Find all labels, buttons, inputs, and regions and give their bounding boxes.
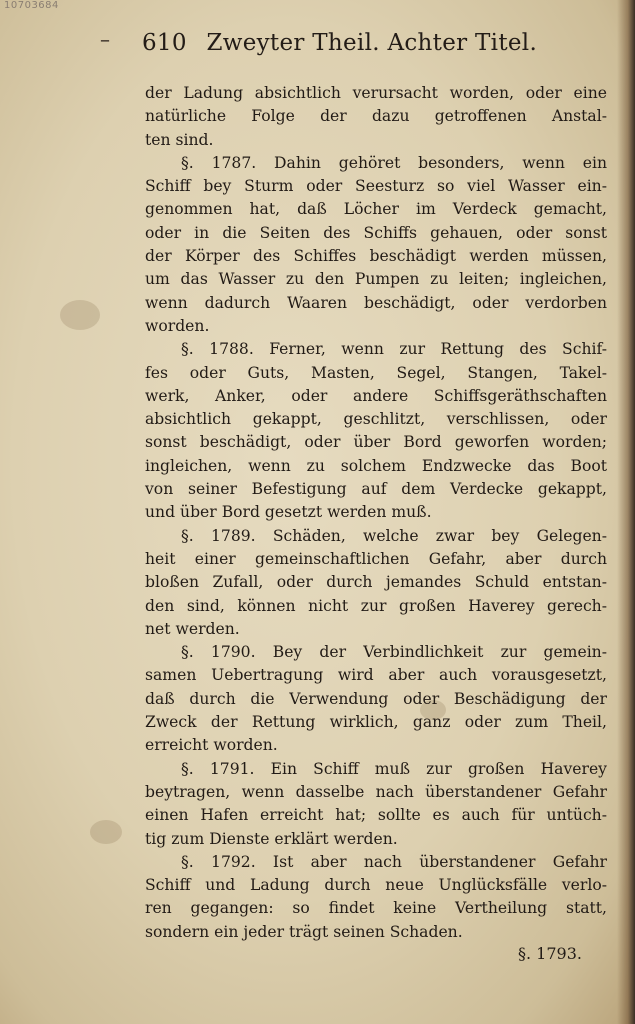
text-line: ren gegangen: so findet keine Vertheilung statt, bbox=[145, 899, 607, 918]
page-edge-shadow bbox=[617, 0, 635, 1024]
text-line: §. 1788. Ferner, wenn zur Rettung des Schif- bbox=[181, 340, 607, 359]
text-line: sonst beschädigt, oder über Bord geworfen worden; bbox=[145, 433, 607, 452]
text-line: oder in die Seiten des Schiffs gehauen, oder sonst bbox=[145, 223, 607, 242]
text-line: samen Uebertragung wird aber auch vorausgesetzt, bbox=[145, 666, 607, 685]
text-line: bloßen Zufall, oder durch jemandes Schuld entstan- bbox=[145, 573, 607, 592]
text-line: tig zum Dienste erklärt werden. bbox=[145, 829, 398, 848]
text-line: einen Hafen erreicht hat; sollte es auch für untüch- bbox=[145, 806, 607, 825]
text-line: ten sind. bbox=[145, 130, 214, 149]
text-line: daß durch die Verwendung oder Beschädigung der bbox=[145, 689, 607, 708]
text-line: beytragen, wenn dasselbe nach überstandener Gefahr bbox=[145, 782, 607, 801]
margin-mark: – bbox=[100, 27, 110, 51]
text-line: natürliche Folge der dazu getroffenen Anstal- bbox=[145, 107, 607, 126]
running-title: Zweyter Theil. Achter Titel. bbox=[206, 30, 538, 56]
text-line: genommen hat, daß Löcher im Verdeck gemacht, bbox=[145, 200, 607, 219]
catchword: §. 1793. bbox=[518, 944, 582, 963]
text-line: worden. bbox=[145, 316, 210, 335]
text-line: erreicht worden. bbox=[145, 736, 278, 755]
page-number: 610 bbox=[142, 30, 187, 56]
text-line: Schiff bey Sturm oder Seesturz so viel Wasser ein- bbox=[145, 177, 607, 196]
text-line: fes oder Guts, Masten, Segel, Stangen, Takel- bbox=[145, 363, 607, 382]
text-line: net werden. bbox=[145, 619, 240, 638]
text-line: werk, Anker, oder andere Schiffsgeräthschaften bbox=[145, 386, 607, 405]
text-line: wenn dadurch Waaren beschädigt, oder verdorben bbox=[145, 293, 607, 312]
library-stamp: 10703684 bbox=[4, 0, 59, 11]
text-line: heit einer gemeinschaftlichen Gefahr, aber durch bbox=[145, 549, 607, 568]
text-line: Schiff und Ladung durch neue Unglücksfälle verlo- bbox=[145, 876, 607, 895]
text-line: §. 1789. Schäden, welche zwar bey Gelegen- bbox=[181, 526, 607, 545]
running-header bbox=[142, 30, 542, 56]
text-line: und über Bord gesetzt werden muß. bbox=[145, 503, 432, 522]
text-line: §. 1791. Ein Schiff muß zur großen Haverey bbox=[181, 759, 607, 778]
text-line: sondern ein jeder trägt seinen Schaden. bbox=[145, 922, 463, 941]
paper-stain bbox=[60, 300, 100, 330]
paper-stain bbox=[90, 820, 122, 844]
text-line: der Ladung absichtlich verursacht worden, oder eine bbox=[145, 84, 607, 102]
text-line: ingleichen, wenn zu solchem Endzwecke das Boot bbox=[145, 456, 607, 475]
text-line: den sind, können nicht zur großen Haverey gerech- bbox=[145, 596, 607, 615]
text-line: §. 1790. Bey der Verbindlichkeit zur gemein- bbox=[181, 643, 607, 662]
text-line: der Körper des Schiffes beschädigt werden müssen, bbox=[145, 247, 607, 266]
text-line: von seiner Befestigung auf dem Verdecke gekappt, bbox=[145, 480, 607, 499]
text-line: §. 1792. Ist aber nach überstandener Gefahr bbox=[181, 852, 607, 871]
text-line: um das Wasser zu den Pumpen zu leiten; ingleichen, bbox=[145, 270, 607, 289]
body-text bbox=[145, 82, 607, 944]
text-line: §. 1787. Dahin gehöret besonders, wenn ein bbox=[181, 153, 607, 172]
text-line: absichtlich gekappt, geschlitzt, verschlissen, oder bbox=[145, 410, 607, 429]
text-line: Zweck der Rettung wirklich, ganz oder zum Theil, bbox=[145, 713, 607, 732]
